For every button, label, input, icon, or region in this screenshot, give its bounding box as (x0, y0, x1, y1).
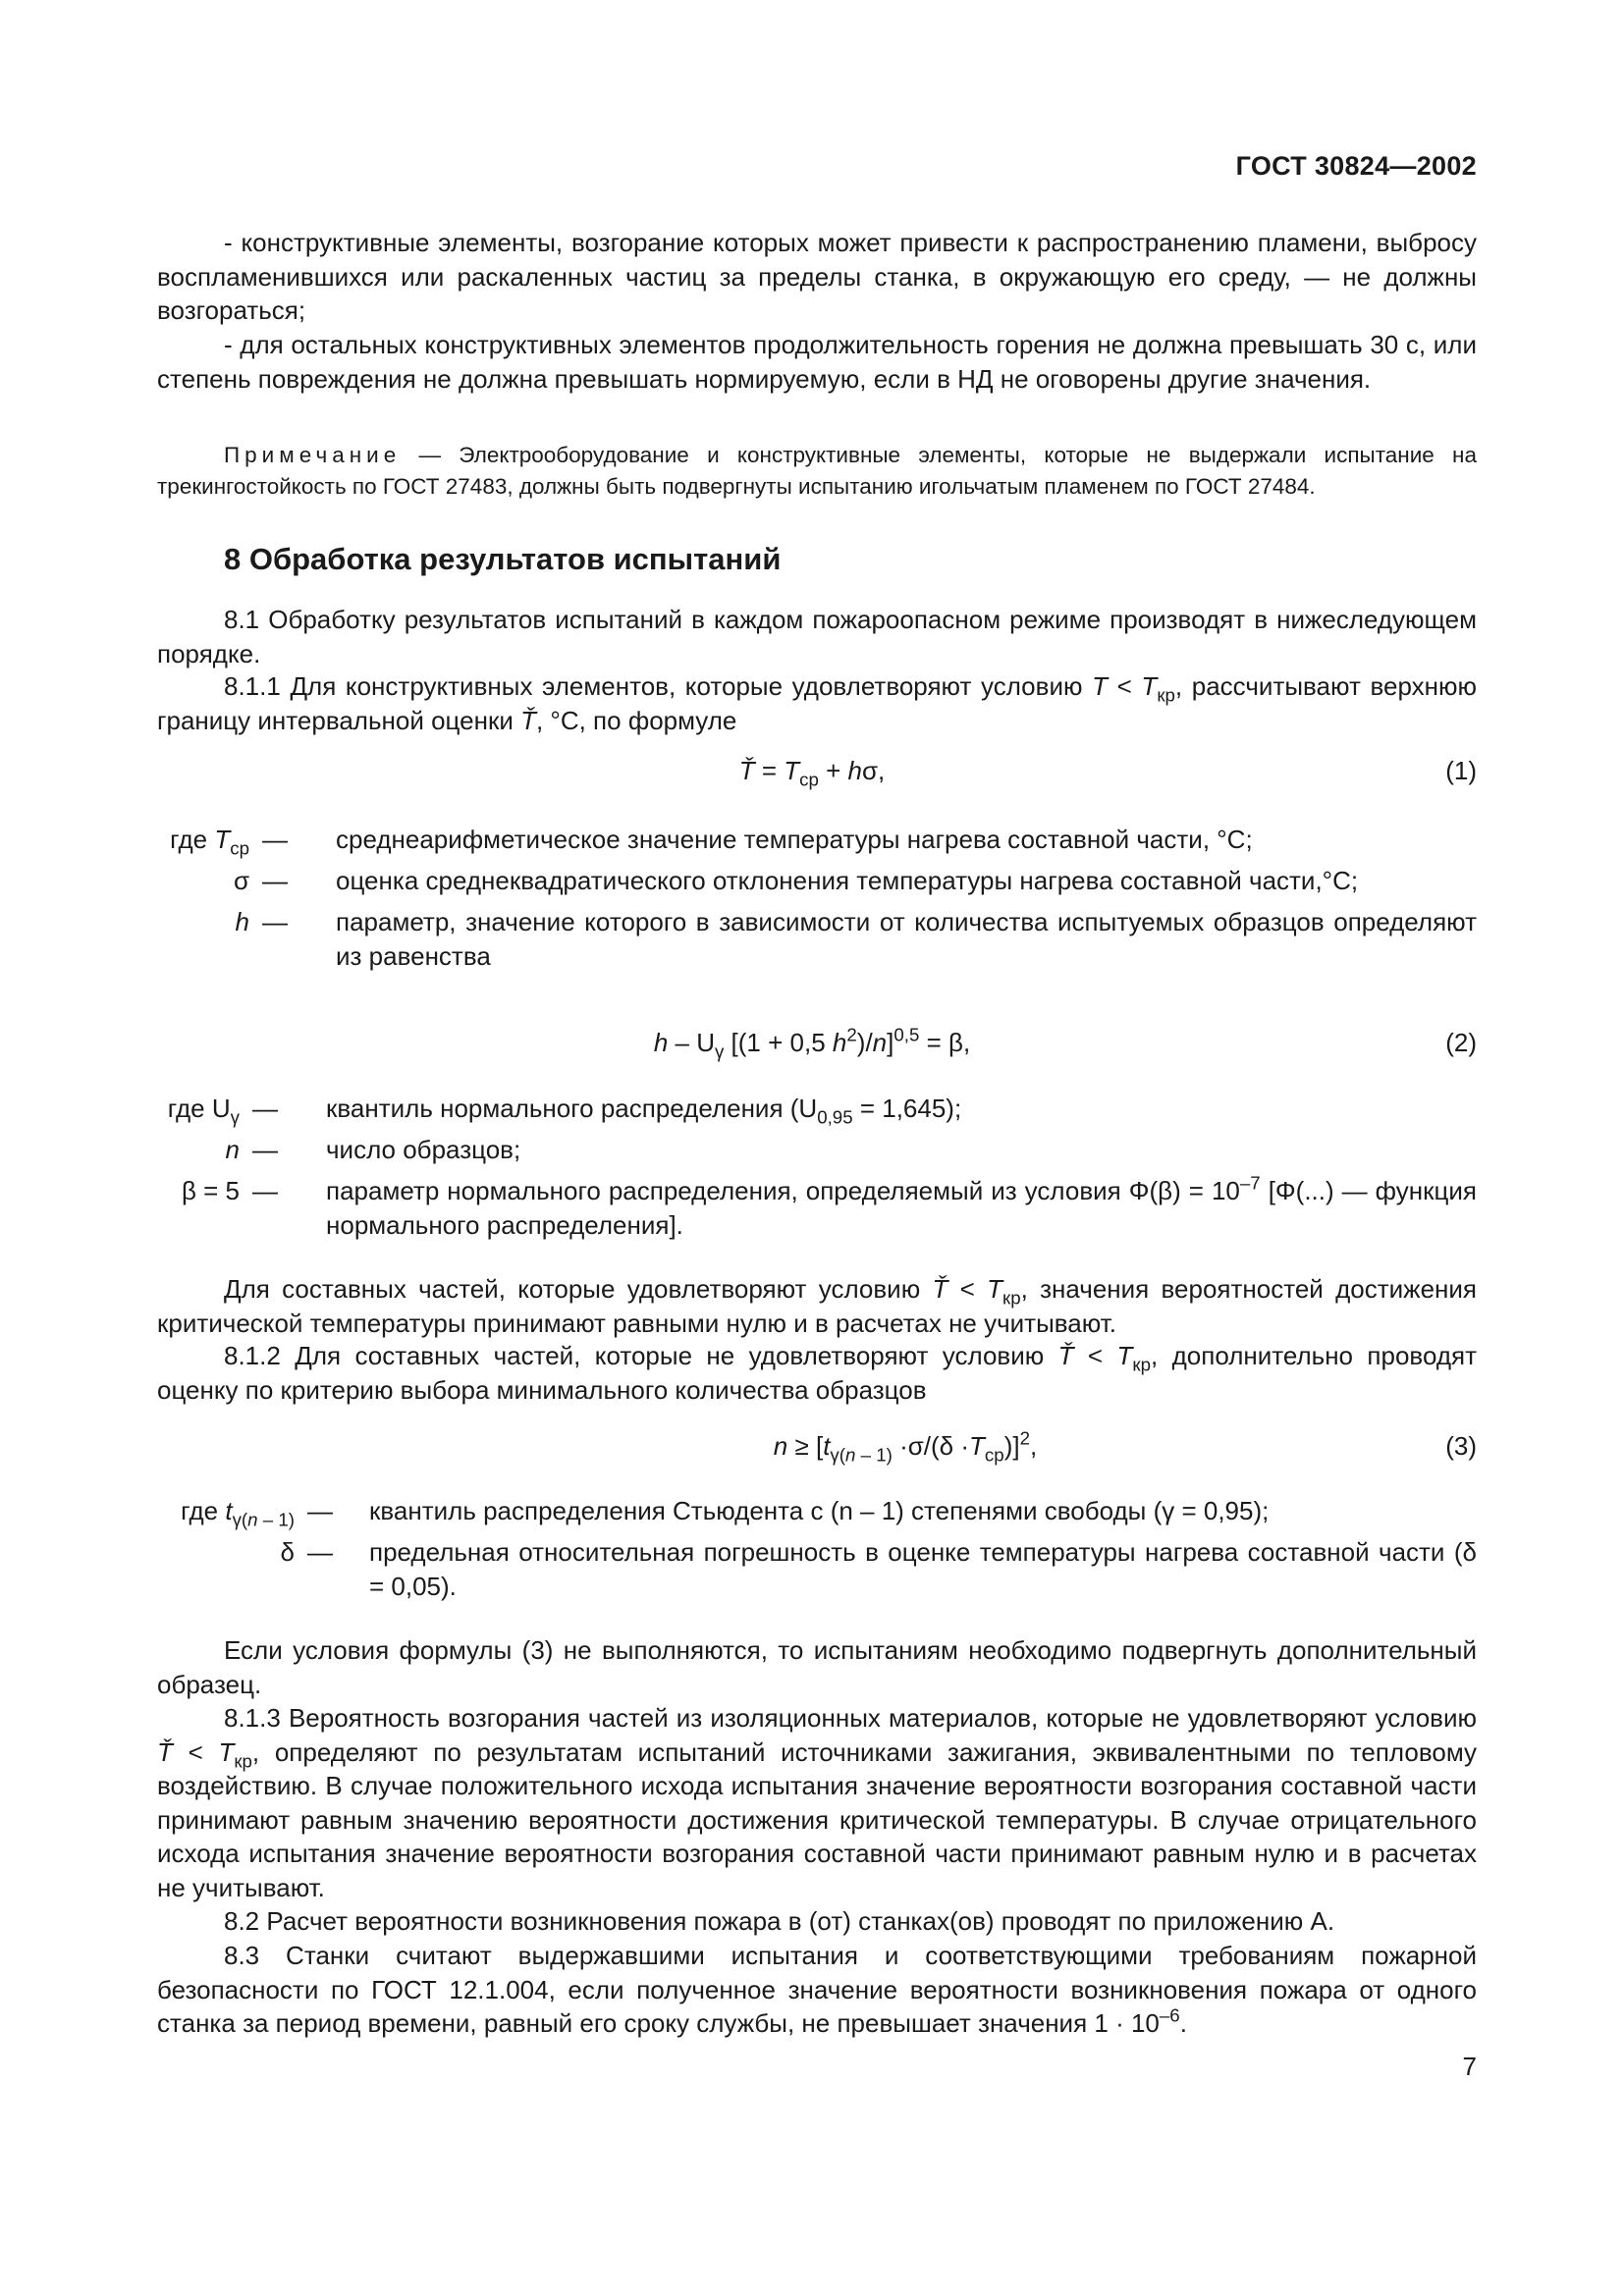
paragraph-components: Для составных частей, которые удовлетворяют условию Ť < $T_{кр}$, значения вероятностей достижения критической температуры принимают равными нулю и в расчетах не учитывают. (157, 1274, 1477, 1338)
legend-def-beta: параметр нормального распределения, определяемый из условия $\Phi(\beta) = 10^{-7}$ [Φ(...) — функция нормального распределения]. (326, 1172, 1477, 1240)
clause-8-1-1: 8.1.1 Для конструктивных элементов, которые удовлетворяют условию $T < T_{кр}$, рассчитывают верхнюю границу интервальной оценки Ť, °С, по формуле (157, 671, 1477, 735)
legend-row-beta: β = 5 — параметр нормального распределения, определяемый из условия $\Phi(\beta) = 10^{-7}$ [Φ(...) — функция нормального распределения]. (157, 1174, 1477, 1242)
paragraph-other-elements: - для остальных конструктивных элементов продолжительность горения не должна превышать 30 с, или степень повреждения не должна превышать нормируемую, если в НД не оговорены другие значения. (157, 330, 1477, 394)
legend-def-sigma: оценка среднеквадратического отклонения температуры нагрева составной части,°С; (336, 866, 1359, 895)
legend-row-tcp: где $T_{ср}$ — среднеарифметическое значение температуры нагрева составной части, °С; (157, 823, 1477, 864)
legend-row-n: n — число образцов; (157, 1133, 1477, 1174)
legend-row-t-student: где $t_{\gamma(n - 1)}$ — квантиль распределения Стьюдента с (n – 1) степенями свободы (γ = 0,95); (157, 1494, 1477, 1535)
page-number: 7 (1462, 2052, 1477, 2081)
clause-8-3: 8.3 Станки считают выдержавшими испытания и соответствующими требованиям пожарной безопасности по ГОСТ 12.1.004, если полученное значение вероятности возникновения пожара от одного станка за период времени, равный его сроку службы, не превышает значения $1 \cdot 10^{-6}$. (157, 1941, 1477, 2038)
formula-3-number: (3) (1445, 1431, 1477, 1461)
legend-def-h: параметр, значение которого в зависимости от количества испытуемых образцов определяют из равенства (336, 907, 1477, 971)
clause-8-1-2: 8.1.2 Для составных частей, которые не удовлетворяют условию Ť < $T_{кр}$, дополнительно проводят оценку по критерию выбора минимального количества образцов (157, 1341, 1477, 1405)
legend-formula-2 (157, 1092, 1477, 1242)
formula-1-number: (1) (1445, 756, 1477, 785)
legend-def-t: квантиль распределения Стьюдента с (n – 1) степенями свободы (γ = 0,95); (369, 1496, 1270, 1525)
legend-row-delta: δ — предельная относительная погрешность в оценке температуры нагрева составной части (δ = 0,05). (157, 1535, 1477, 1603)
legend-def-delta: предельная относительная погрешность в оценке температуры нагрева составной части (δ = 0,05). (369, 1537, 1477, 1601)
note-label: Примечание (224, 443, 402, 467)
formula-3-expression: $n \ge [t_{\gamma(n - 1)} \cdot\sigma/(\delta \cdot T_{ср})]^2$, (773, 1427, 1038, 1466)
legend-def-tcp: среднеарифметическое значение температуры нагрева составной части, °С; (336, 825, 1253, 854)
note-text: — Электрооборудование и конструктивные элементы, которые не выдержали испытание на трекингостойкость по ГОСТ 27483, должны быть подвергнуты испытанию игольчатым пламенем по ГОСТ 27484. (157, 443, 1477, 499)
clause-8-1-3: 8.1.3 Вероятность возгорания частей из изоляционных материалов, которые не удовлетворяют условию Ť < $T_{кр}$, определяют по результатам испытаний источниками зажигания, эквивалентными по тепловому воздействию. В случае положительного исхода испытания значение вероятности возгорания составной части принимают равным значению вероятности достижения критической температуры. В случае отрицательного исхода испытания значение вероятности возгорания составной части принимают равным нулю и в расчетах не учитывают. (157, 1703, 1478, 1902)
legend-symbol-t: где $t_{\gamma(n - 1)}$ (181, 1496, 295, 1530)
legend-symbol-tcp: где $T_{ср}$ (170, 825, 249, 859)
formula-1-expression: Ť = $T_{ср} + h\sigma$, (738, 756, 886, 790)
paragraph-elements-ignite: - конструктивные элементы, возгорание которых может привести к распространению пламени, выбросу воспламенившихся или раскаленных частиц за пределы станка, в окружающую его среду, — не должны возгораться; (157, 228, 1477, 325)
legend-row-u: где $U_\gamma$ — квантиль нормального распределения $(U_{0,95} = 1,645)$; (157, 1092, 1477, 1133)
formula-2-expression: h – $U_\gamma$ [(1 + 0,5 $h^2)/n]^{0,5} = \beta$, (653, 1024, 971, 1062)
section-title: 8 Обработка результатов испытаний (224, 542, 782, 576)
clause-8-2: 8.2 Расчет вероятности возникновения пожара в (от) станках(ов) проводят по приложению А. (224, 1906, 1335, 1936)
legend-symbol-u: где $U_\gamma$ (167, 1094, 240, 1128)
paragraph-additional-sample: Если условия формулы (3) не выполняются, то испытаниям необходимо подвергнуть дополнительный образец. (157, 1635, 1477, 1699)
clause-8-1: 8.1 Обработку результатов испытаний в каждом пожароопасном режиме производят в нижеследующем порядке. (157, 605, 1477, 668)
legend-formula-3 (157, 1494, 1477, 1603)
standard-header: ГОСТ 30824—2002 (1235, 151, 1477, 181)
legend-def-n: число образцов; (326, 1135, 521, 1164)
legend-def-u: квантиль нормального распределения $(U_{0,95} = 1,645)$; (326, 1094, 962, 1128)
legend-row-h: h — параметр, значение которого в зависимости от количества испытуемых образцов определяют из равенства (157, 905, 1477, 973)
legend-row-sigma: σ — оценка среднеквадратического отклонения температуры нагрева составной части,°С; (157, 864, 1477, 905)
note (157, 440, 1477, 503)
formula-2-number: (2) (1445, 1028, 1477, 1057)
legend-formula-1 (157, 823, 1477, 973)
